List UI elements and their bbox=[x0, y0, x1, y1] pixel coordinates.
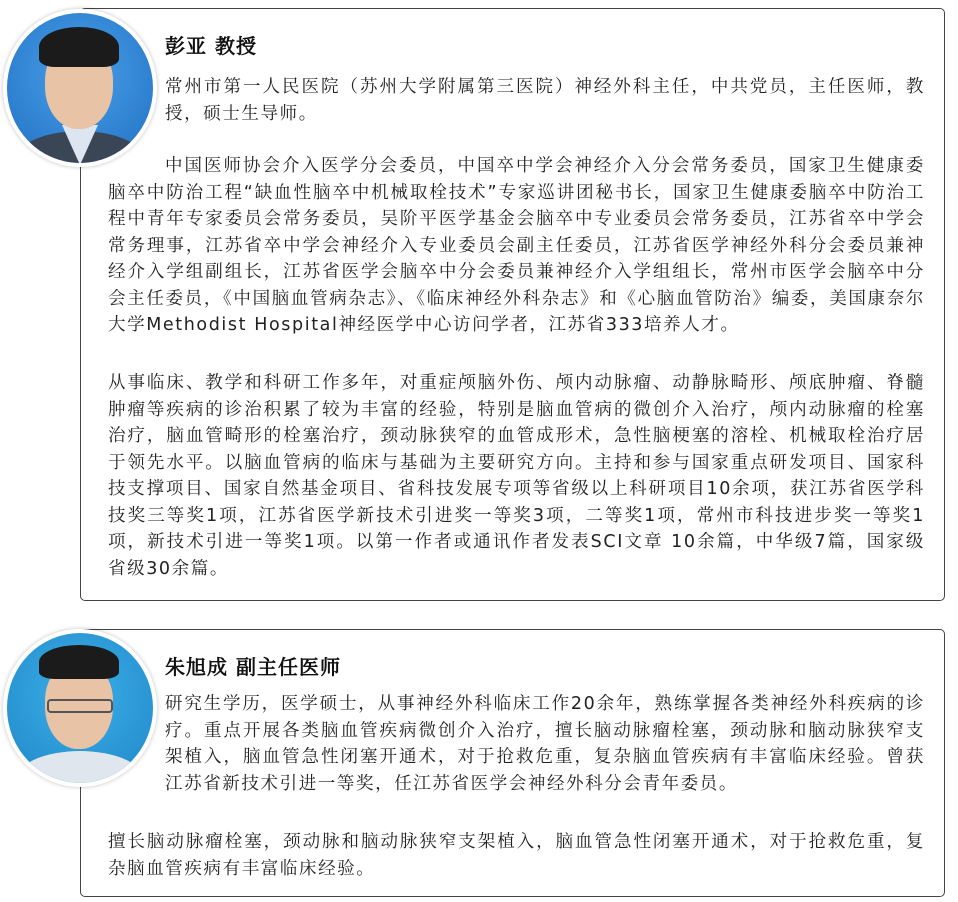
doctor-intro: 常州市第一人民医院（苏州大学附属第三医院）神经外科主任，中共党员，主任医师，教授，硕士生导师。 bbox=[165, 77, 925, 124]
doctor-roles: 中国医师协会介入医学分会委员，中国卒中学会神经介入分会常务委员，国家卫生健康委脑卒中防治工程“缺血性脑卒中机械取栓技术”专家巡讲团秘书长，国家卫生健康委脑卒中防治工程中青年专家委员会常务委员，吴阶平医学基金会脑卒中专业委员会常务委员，江苏省卒中学会常务理事，江苏省卒中学会神经介入专业委员会副主任委员，江苏省医学神经外科分会委员兼神经介入学组副组长，江苏省医学会脑卒中分会委员兼神经介入学组组长，常州市医学会脑卒中分会主任委员，《中国脑血管病杂志》、《临床神经外科杂志》和《心脑血管防治》编委，美国康奈尔大学Methodist Hospital神经医学中心访问学者，江苏省333培养人才。 bbox=[108, 156, 925, 335]
doctor-name-title: 彭亚 教授 bbox=[165, 34, 257, 58]
doctor-intro: 研究生学历，医学硕士，从事神经外科临床工作20余年，熟练掌握各类神经外科疾病的诊疗。重点开展各类脑血管疾病微创介入治疗，擅长脑动脉瘤栓塞，颈动脉和脑动脉狭窄支架植入，脑血管急性闭塞开通术，对于抢救危重，复杂脑血管疾病有丰富临床经验。曾获江苏省新技术引进一等奖，任江苏省医学会神经外科分会青年委员。 bbox=[165, 694, 925, 794]
doctor-avatar-photo bbox=[3, 629, 157, 787]
doctor-name-title: 朱旭成 副主任医师 bbox=[165, 655, 341, 679]
doctor-avatar-photo bbox=[3, 9, 157, 167]
doctor-expertise: 从事临床、教学和科研工作多年，对重症颅脑外伤、颅内动脉瘤、动静脉畸形、颅底肿瘤、脊髓肿瘤等疾病的诊治积累了较为丰富的经验，特别是脑血管病的微创介入治疗，颅内动脉瘤的栓塞治疗，脑血管畸形的栓塞治疗，颈动脉狭窄的血管成形术，急性脑梗塞的溶栓、机械取栓治疗居于领先水平。以脑血管病的临床与基础为主要研究方向。主持和参与国家重点研发项目、国家科技支撑项目、国家自然基金项目、省科技发展专项等省级以上科研项目10余项，获江苏省医学科技奖三等奖1项，江苏省医学新技术引进奖一等奖3项，二等奖1项，常州市科技进步奖一等奖1项，新技术引进一等奖1项。以第一作者或通讯作者发表SCI文章 10余篇，中华级7篇，国家级省级30余篇。 bbox=[108, 373, 925, 579]
doctor-expertise: 擅长脑动脉瘤栓塞，颈动脉和脑动脉狭窄支架植入，脑血管急性闭塞开通术，对于抢救危重，复杂脑血管疾病有丰富临床经验。 bbox=[108, 832, 925, 879]
